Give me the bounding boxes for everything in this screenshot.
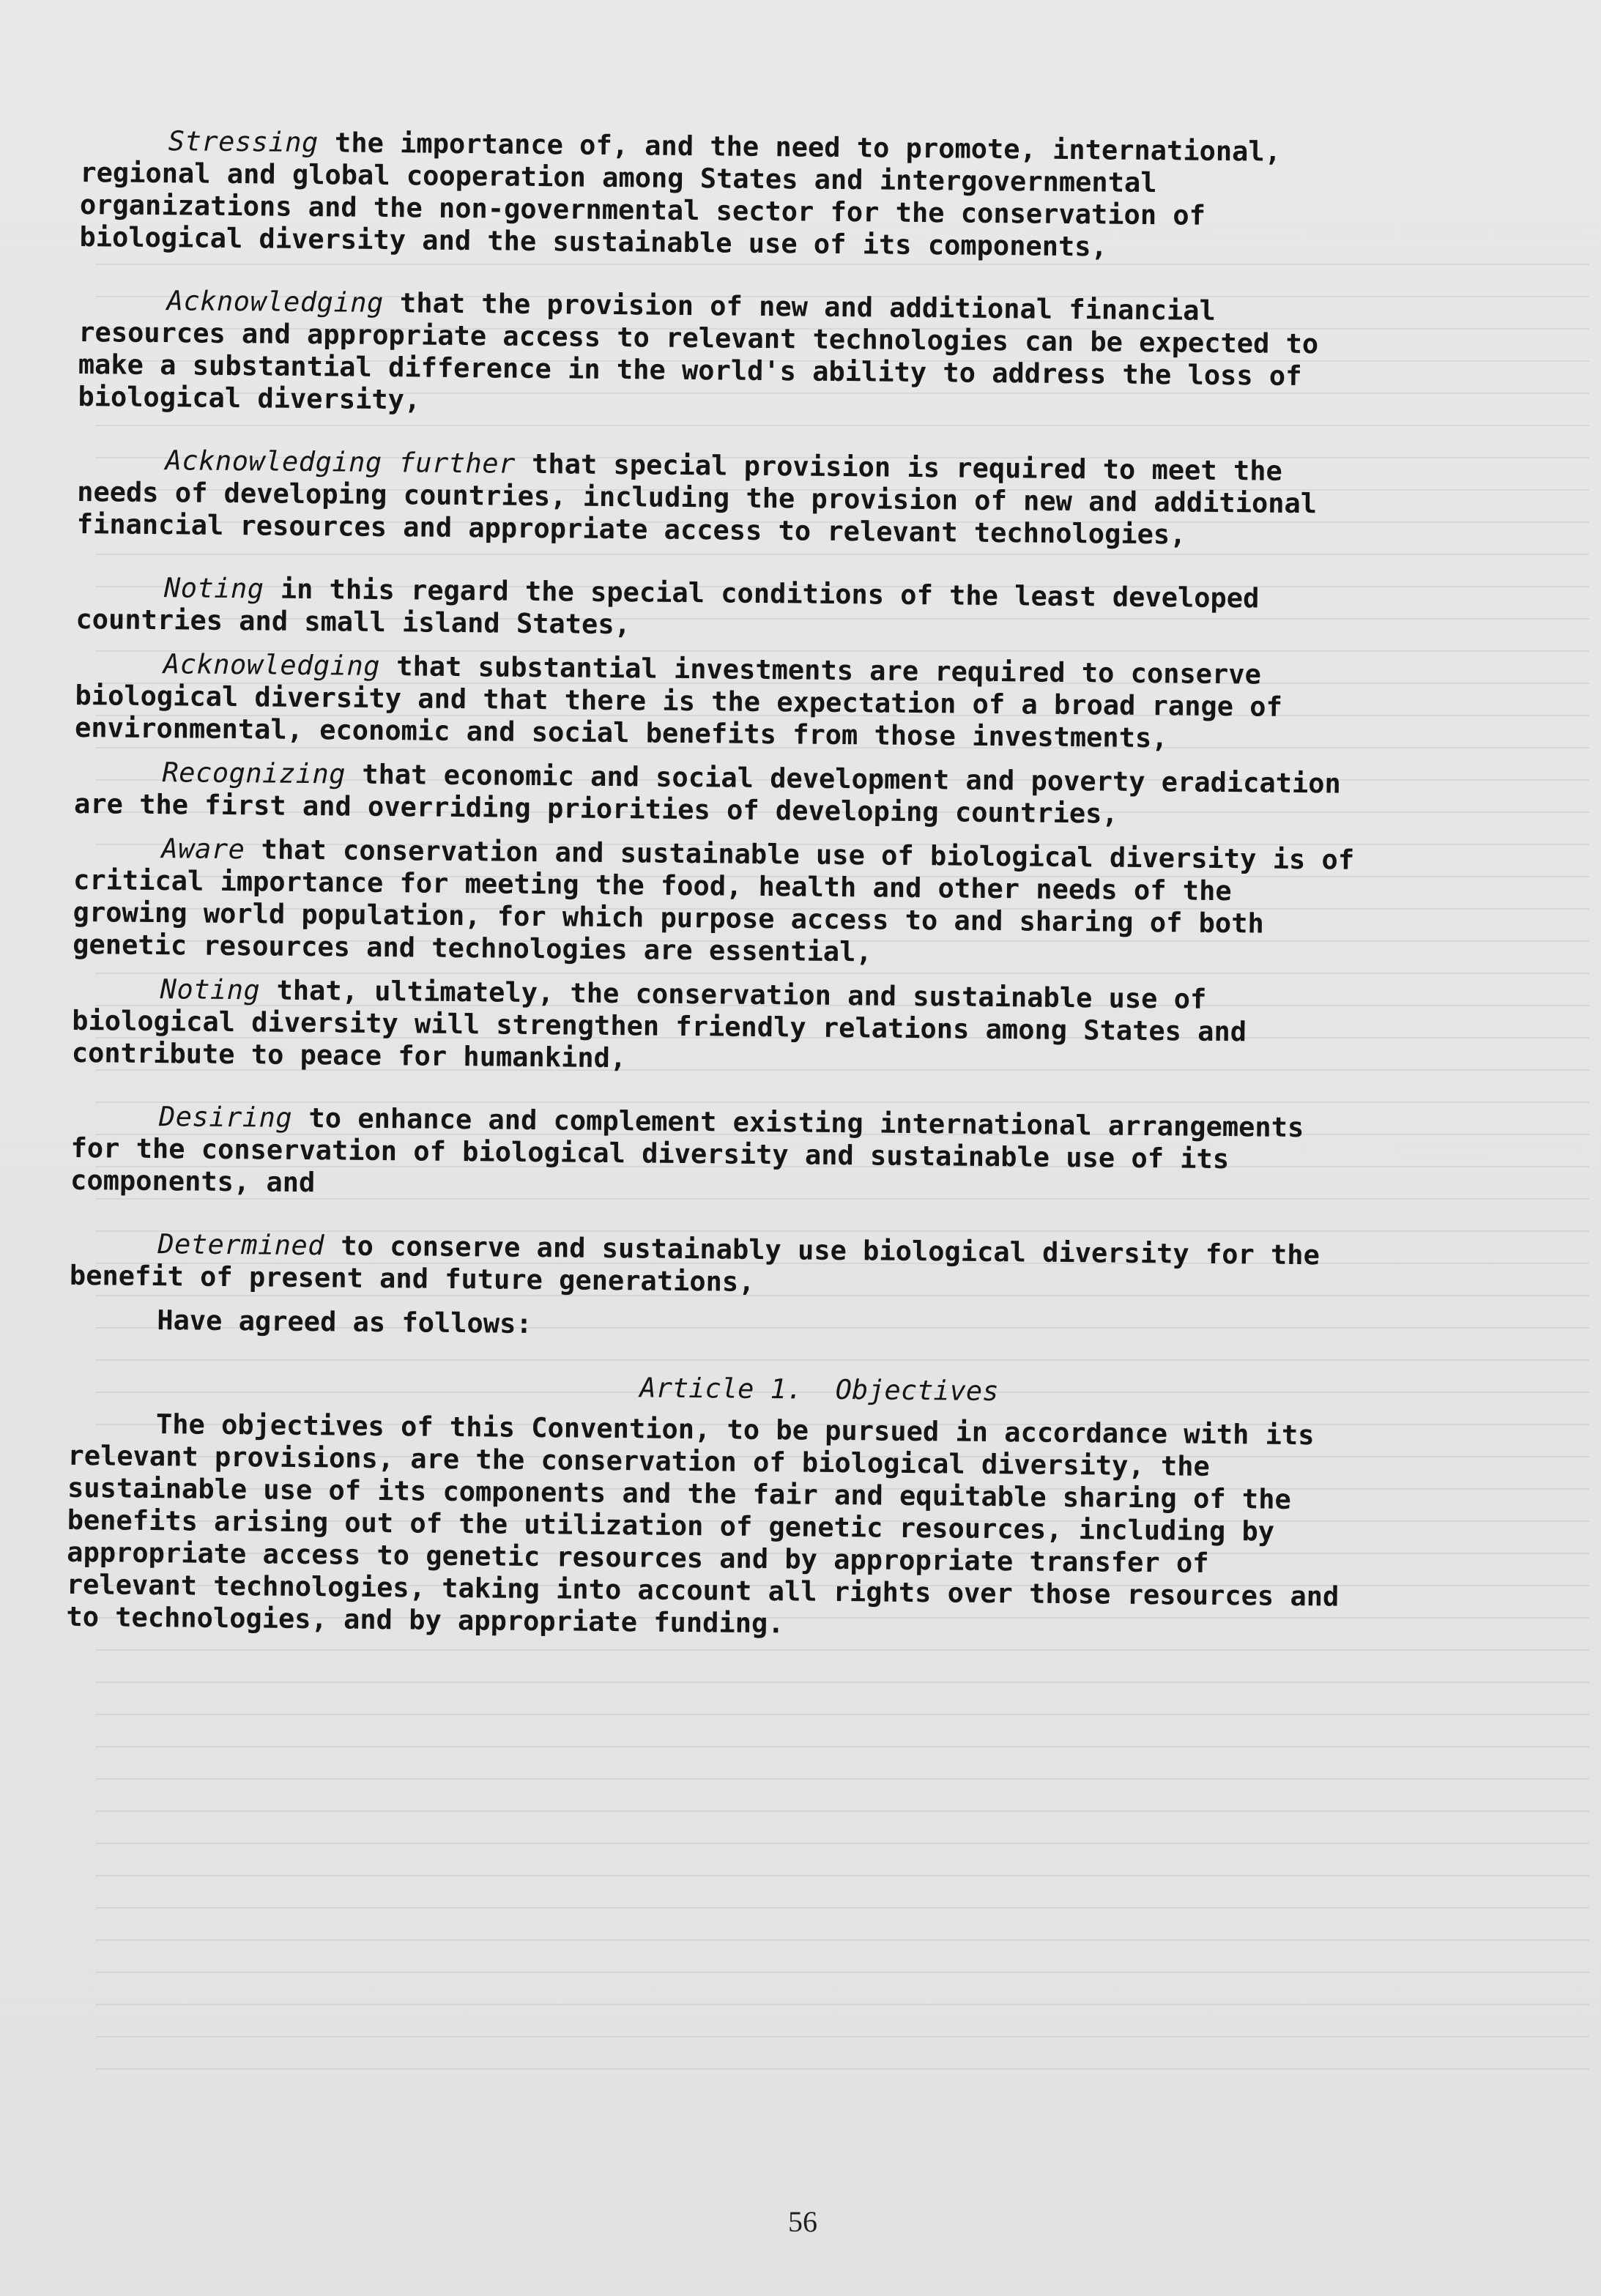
paragraph-text: that, ultimately, the conservation and sustainable use of biological diversity will strengthen friendly relations among States and contribute to peace for humankind, — [71, 974, 1247, 1074]
paragraph-text: that substantial investments are required to conserve biological diversity and that there is the expectation of a broad range of environmental, economic and social benefits from those investments, — [74, 650, 1283, 754]
paragraph-text: that economic and social development and poverty eradication are the first and overriding priorities of developing countries, — [73, 758, 1342, 830]
paragraph-lead: Aware — [161, 833, 245, 866]
preamble-paragraph — [72, 973, 1574, 1084]
paragraph-lead: Acknowledging further — [165, 445, 516, 480]
preamble-paragraph — [78, 284, 1580, 428]
paragraph-text: that special provision is required to meet the needs of developing countries, including the provision of new and additional financial resources and appropriate access to relevant technologies, — [76, 447, 1318, 551]
paragraph-text: the importance of, and the need to promote, international, regional and global cooperation among States and intergovernmental organizations and the non-governmental sector for the conservation of biological diversity and the sustainable use of its components, — [79, 127, 1282, 263]
agreement-line: Have agreed as follows: — [157, 1304, 532, 1340]
paragraph-lead: Noting — [160, 973, 261, 1006]
paragraph-text: to enhance and complement existing international arrangements for the conservation of biological diversity and sustainable use of its components, and — [70, 1101, 1304, 1199]
paragraph-text: to conserve and sustainably use biological diversity for the benefit of present and future generations, — [69, 1230, 1320, 1298]
preamble-paragraph — [73, 832, 1575, 976]
paragraph-lead: Desiring — [158, 1101, 293, 1134]
preamble-paragraph — [79, 125, 1582, 268]
paragraph-lead: Acknowledging — [166, 285, 384, 319]
preamble-paragraph — [75, 571, 1578, 650]
paragraph-lead: Determined — [157, 1228, 325, 1262]
convention-text — [66, 125, 1582, 1679]
paragraph-lead: Acknowledging — [163, 648, 381, 682]
paragraph-lead: Stressing — [168, 125, 319, 159]
paragraph-text: that the provision of new and additional financial resources and appropriate access to relevant technologies can be expected to make a substantial difference in the world's ability to address the loss of biological diversity, — [78, 286, 1319, 416]
preamble-paragraph — [75, 647, 1577, 759]
paragraph-text: in this regard the special conditions of the least developed countries and small island States, — [75, 573, 1260, 641]
preamble-paragraph — [74, 756, 1576, 835]
preamble-paragraph — [70, 1227, 1572, 1307]
article-heading: Article 1. Objectives — [639, 1372, 999, 1408]
paragraph-lead: Recognizing — [162, 757, 346, 790]
paragraph-text: that conservation and sustainable use of biological diversity is of critical importance for meeting the food, health and other needs of the growing world population, for which purpose access to and sharing of both genetic resources and technologies are essential, — [73, 833, 1355, 968]
preamble-paragraph — [77, 444, 1579, 555]
preamble-paragraph — [70, 1100, 1572, 1211]
paragraph-lead: Noting — [163, 572, 264, 605]
article-body: The objectives of this Convention, to be pursued in accordance with its relevant provisions, are the conservation of biological diversity, the sustainable use of its components and the fair and equitable sharing of the benefits arising out of the utilization of genetic resources, including by appropriate access to genetic resources and by appropriate transfer of relevant technologies, taking into account all rights over those resources and to technologies, and by appropriate funding. — [66, 1408, 1340, 1640]
page-number: 56 — [788, 2205, 817, 2238]
